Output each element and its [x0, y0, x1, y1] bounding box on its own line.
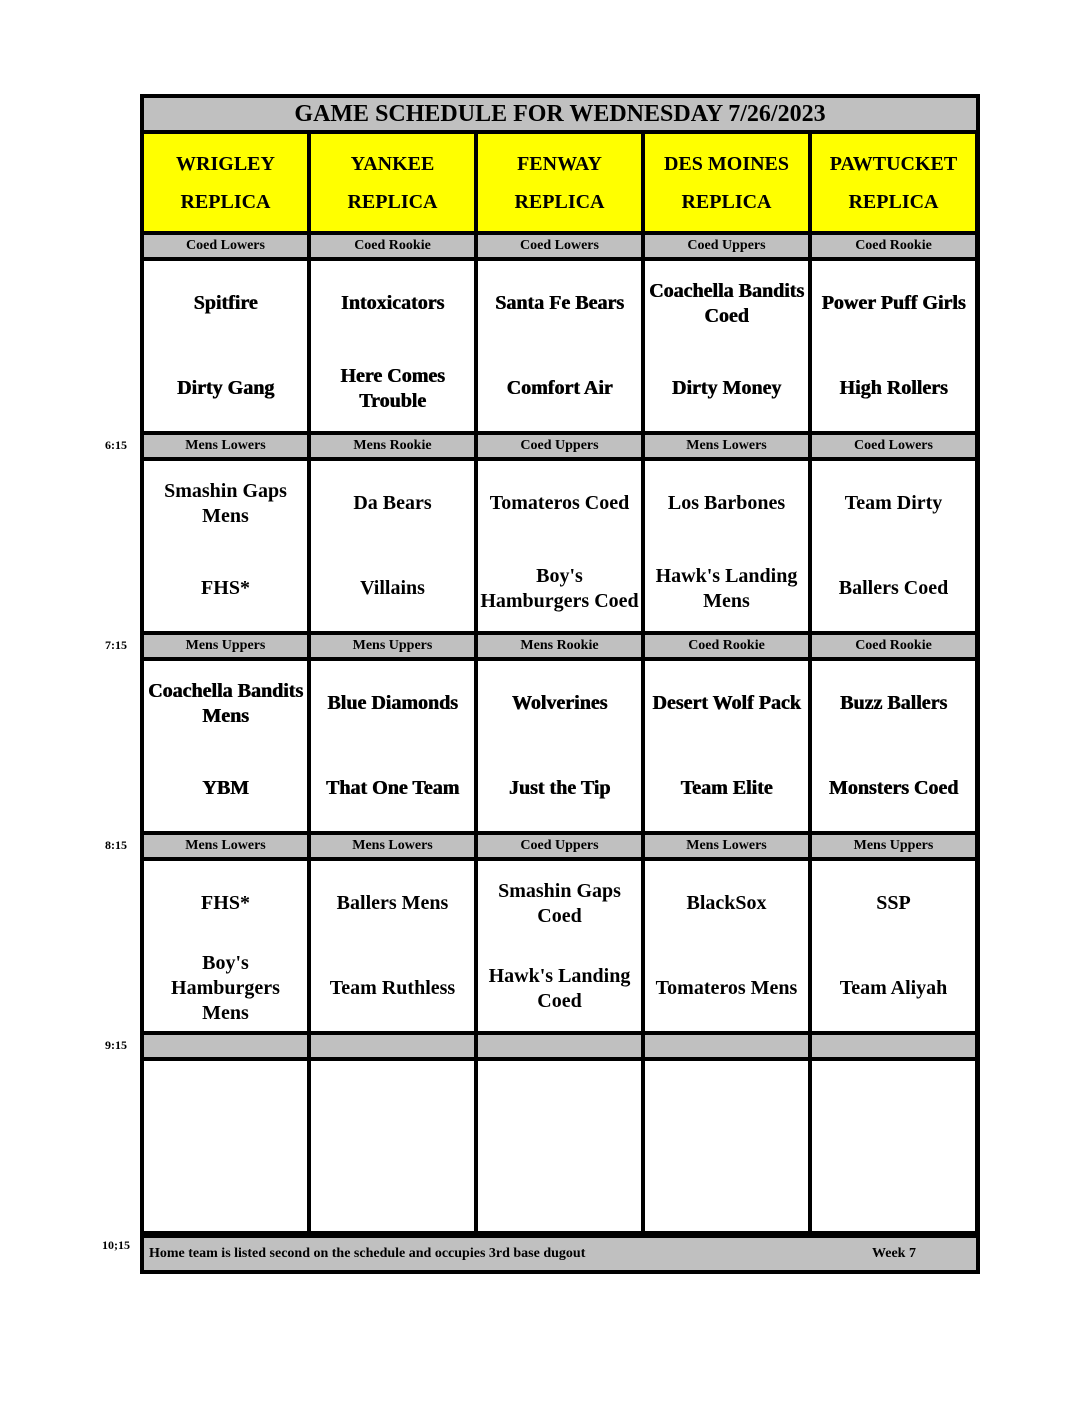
game-cell: [144, 261, 307, 431]
field-sub: REPLICA: [347, 190, 438, 213]
away-team: Coachella Bandits Coed: [648, 279, 805, 327]
league-label: Coed Lowers: [144, 235, 307, 257]
home-team: Hawk's Landing Mens: [655, 564, 798, 612]
game-cell: [645, 661, 808, 831]
league-label: Coed Lowers: [478, 235, 641, 257]
league-label: Mens Uppers: [144, 635, 307, 657]
league-label: [812, 1035, 975, 1057]
league-label: Coed Uppers: [478, 835, 641, 857]
game-cell: [311, 461, 474, 631]
league-label: Coed Uppers: [645, 235, 808, 257]
league-label: Mens Uppers: [812, 835, 975, 857]
time-label: 7:15: [105, 638, 127, 652]
away-team: Intoxicators: [340, 292, 445, 314]
field-sub: REPLICA: [514, 190, 605, 213]
away-team: Blue Diamonds: [327, 692, 458, 714]
league-label: Coed Uppers: [478, 435, 641, 457]
away-team: Desert Wolf Pack: [652, 692, 801, 714]
schedule-table: [140, 94, 980, 1274]
game-cell: [645, 861, 808, 1031]
game-cell: [144, 661, 307, 831]
league-label: Mens Lowers: [311, 835, 474, 857]
away-team: Da Bears: [353, 492, 432, 514]
league-label: Coed Rookie: [812, 635, 975, 657]
home-team: High Rollers: [839, 377, 948, 399]
home-team: Tomateros Mens: [655, 977, 798, 999]
footer-bar: [144, 1238, 976, 1270]
away-team: Smashin Gaps Mens: [164, 479, 287, 527]
time-label: 6:15: [105, 438, 127, 452]
league-label: [144, 1035, 307, 1057]
game-cell: [144, 861, 307, 1031]
field-name: PAWTUCKET: [829, 152, 958, 175]
field-header: [311, 134, 474, 231]
league-label: [478, 1035, 641, 1057]
field-name: FENWAY: [517, 152, 602, 175]
away-team: Wolverines: [511, 692, 608, 714]
home-team: Hawk's Landing Coed: [488, 964, 631, 1012]
game-cell: [311, 261, 474, 431]
game-cell: [812, 261, 975, 431]
league-label: Mens Rookie: [311, 435, 474, 457]
empty-cell: [478, 1061, 641, 1231]
game-cell: [478, 861, 641, 1031]
away-team: Power Puff Girls: [821, 292, 966, 314]
league-label: Mens Rookie: [478, 635, 641, 657]
game-cell: [478, 261, 641, 431]
away-team: FHS*: [201, 892, 250, 914]
home-team: That One Team: [325, 777, 460, 799]
league-label: Mens Lowers: [144, 835, 307, 857]
home-team: FHS*: [201, 577, 250, 599]
away-team: BlackSox: [686, 892, 767, 914]
page-title: GAME SCHEDULE FOR WEDNESDAY 7/26/2023: [144, 98, 976, 130]
home-team: Team Ruthless: [329, 977, 456, 999]
time-label: 8:15: [105, 838, 127, 852]
field-header: [144, 134, 307, 231]
game-cell: [812, 461, 975, 631]
game-cell: [478, 661, 641, 831]
league-label: Mens Lowers: [645, 435, 808, 457]
league-label: [645, 1035, 808, 1057]
empty-cell: [812, 1061, 975, 1231]
away-team: SSP: [876, 892, 911, 914]
field-header: [478, 134, 641, 231]
home-team: Here Comes Trouble: [340, 364, 445, 412]
league-label: Mens Lowers: [645, 835, 808, 857]
field-header: [812, 134, 975, 231]
time-label: 9:15: [105, 1038, 127, 1052]
game-cell: [812, 861, 975, 1031]
home-team: Dirty Gang: [176, 377, 275, 399]
home-team: Boy's Hamburgers Mens: [171, 952, 280, 1024]
time-label: 10;15: [102, 1238, 130, 1252]
game-cell: [144, 461, 307, 631]
empty-cell: [645, 1061, 808, 1231]
home-team: Team Aliyah: [839, 977, 948, 999]
home-team: Ballers Coed: [838, 577, 949, 599]
home-team: Boy's Hamburgers Coed: [480, 564, 639, 612]
home-team: Dirty Money: [671, 377, 782, 399]
away-team: Santa Fe Bears: [495, 292, 624, 314]
away-team: Tomateros Coed: [489, 492, 630, 514]
field-name: DES MOINES: [663, 152, 790, 175]
field-name: WRIGLEY: [176, 152, 275, 175]
field-sub: REPLICA: [681, 190, 772, 213]
footer-note: Home team is listed second on the schedule and occupies 3rd base dugout: [149, 1246, 586, 1261]
away-team: Los Barbones: [667, 492, 786, 514]
away-team: Spitfire: [193, 292, 258, 314]
field-sub: REPLICA: [180, 190, 271, 213]
league-label: Coed Rookie: [311, 235, 474, 257]
empty-cell: [144, 1061, 307, 1231]
game-cell: [478, 461, 641, 631]
away-team: Team Dirty: [844, 492, 943, 514]
away-team: Buzz Ballers: [839, 692, 948, 714]
away-team: Coachella Bandits Mens: [147, 679, 304, 727]
league-label: [311, 1035, 474, 1057]
home-team: Comfort Air: [506, 377, 613, 399]
game-cell: [812, 661, 975, 831]
home-team: Just the Tip: [508, 777, 611, 799]
home-team: YBM: [202, 777, 249, 799]
field-name: YANKEE: [350, 152, 435, 175]
field-sub: REPLICA: [848, 190, 939, 213]
home-team: Villains: [360, 577, 425, 599]
week-label: Week 7: [872, 1246, 916, 1261]
game-cell: [311, 661, 474, 831]
away-team: Ballers Mens: [336, 892, 449, 914]
away-team: Smashin Gaps Coed: [498, 879, 621, 927]
league-label: Mens Uppers: [311, 635, 474, 657]
game-cell: [645, 461, 808, 631]
field-header: [645, 134, 808, 231]
game-cell: [645, 261, 808, 431]
home-team: Monsters Coed: [828, 777, 959, 799]
empty-cell: [311, 1061, 474, 1231]
home-team: Team Elite: [680, 777, 773, 799]
league-label: Coed Rookie: [645, 635, 808, 657]
game-cell: [311, 861, 474, 1031]
league-label: Mens Lowers: [144, 435, 307, 457]
league-label: Coed Lowers: [812, 435, 975, 457]
league-label: Coed Rookie: [812, 235, 975, 257]
